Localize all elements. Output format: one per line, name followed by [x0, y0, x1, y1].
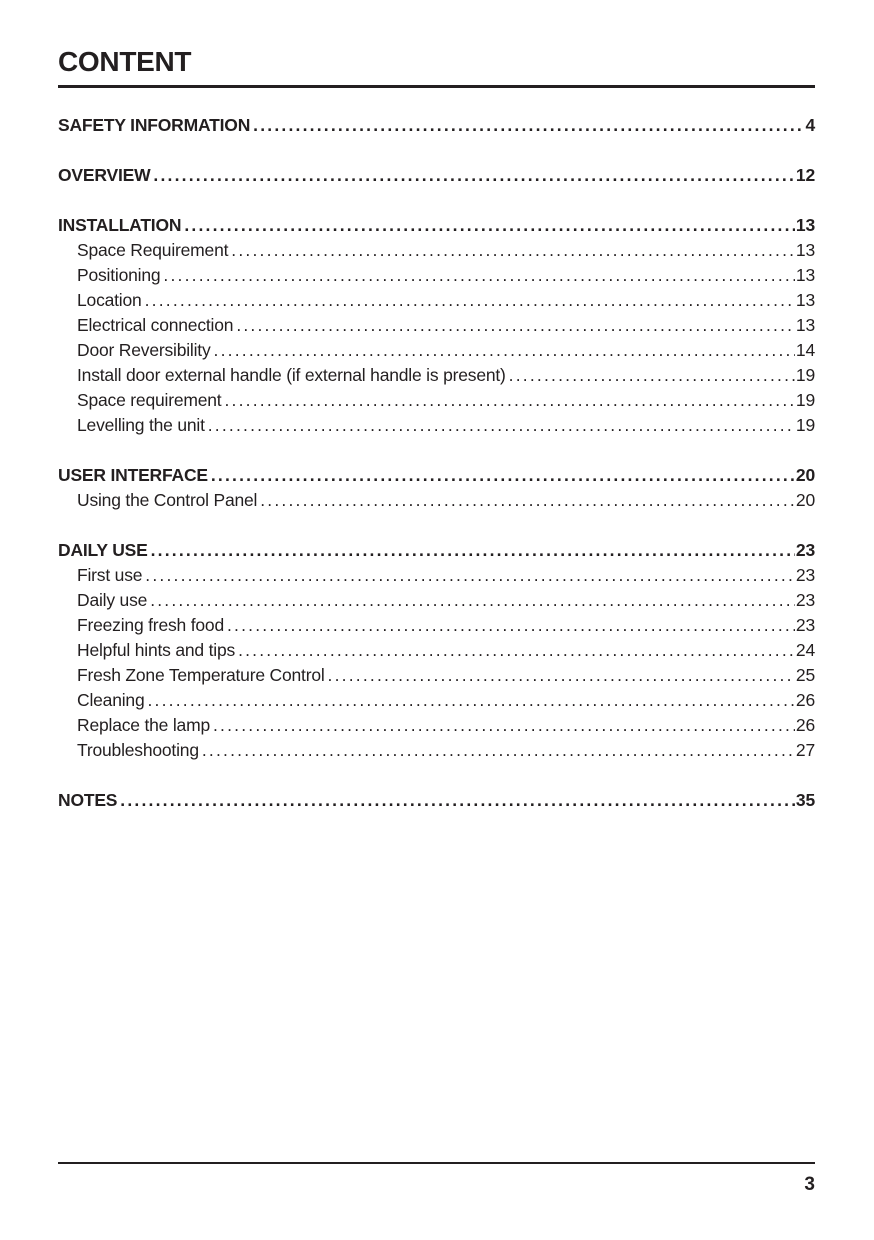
toc-dot-leader	[145, 563, 795, 588]
footer-page-number: 3	[804, 1174, 815, 1195]
toc-dot-leader	[202, 738, 795, 763]
toc-entry-row	[58, 338, 815, 363]
toc-entry-row	[58, 713, 815, 738]
toc-dot-leader	[213, 713, 795, 738]
toc-entry-row	[58, 788, 815, 813]
toc-entry-page: 23	[795, 615, 815, 635]
toc-entry-row	[58, 238, 815, 263]
toc-entry-row	[58, 213, 815, 238]
page-title: CONTENT	[58, 46, 192, 77]
toc-dot-leader	[153, 163, 795, 188]
toc-entry-page: 19	[795, 365, 815, 385]
toc-entry-row	[58, 538, 815, 563]
toc-entry-page: 19	[795, 390, 815, 410]
toc-dot-leader	[238, 638, 795, 663]
toc-entry-label: Fresh Zone Temperature Control	[77, 665, 325, 685]
toc-list	[58, 113, 815, 813]
toc-dot-leader	[147, 688, 794, 713]
toc-entry-label: Space requirement	[77, 390, 222, 410]
toc-entry-label: Electrical connection	[77, 315, 234, 335]
toc-entry-page: 13	[795, 290, 815, 310]
toc-dot-leader	[214, 338, 795, 363]
page-footer	[58, 1162, 815, 1196]
toc-entry-label: Positioning	[77, 265, 161, 285]
toc-dot-leader	[231, 238, 795, 263]
toc-entry-page: 23	[795, 565, 815, 585]
toc-dot-leader	[184, 213, 795, 238]
toc-entry-label: Freezing fresh food	[77, 615, 224, 635]
toc-entry-label: SAFETY INFORMATION	[58, 115, 251, 135]
toc-entry-label: Replace the lamp	[77, 715, 210, 735]
toc-entry-page: 35	[795, 790, 815, 810]
toc-entry-page: 20	[795, 465, 815, 485]
toc-entry-label: Space Requirement	[77, 240, 229, 260]
toc-entry-page: 23	[795, 540, 815, 560]
toc-dot-leader	[260, 488, 795, 513]
toc-entry-label: NOTES	[58, 790, 118, 810]
toc-dot-leader	[163, 263, 795, 288]
toc-dot-leader	[509, 363, 795, 388]
toc-dot-leader	[151, 538, 795, 563]
toc-dot-leader	[208, 413, 795, 438]
toc-entry-row	[58, 363, 815, 388]
toc-entry-row	[58, 413, 815, 438]
toc-dot-leader	[224, 388, 794, 413]
toc-entry-label: OVERVIEW	[58, 165, 151, 185]
toc-entry-row	[58, 163, 815, 188]
toc-entry-row	[58, 488, 815, 513]
toc-entry-page: 25	[795, 665, 815, 685]
toc-dot-leader	[120, 788, 795, 813]
toc-entry-row	[58, 313, 815, 338]
toc-dot-leader	[211, 463, 795, 488]
toc-entry-label: Location	[77, 290, 142, 310]
toc-entry-row	[58, 563, 815, 588]
toc-entry-page: 23	[795, 590, 815, 610]
toc-entry-row	[58, 638, 815, 663]
toc-entry-label: Cleaning	[77, 690, 145, 710]
toc-entry-label: Daily use	[77, 590, 148, 610]
toc-entry-label: INSTALLATION	[58, 215, 182, 235]
toc-entry-page: 26	[795, 690, 815, 710]
toc-entry-page: 27	[795, 740, 815, 760]
toc-dot-leader	[150, 588, 795, 613]
toc-entry-label: DAILY USE	[58, 540, 148, 560]
toc-dot-leader	[145, 288, 795, 313]
toc-entry-label: Door Reversibility	[77, 340, 211, 360]
toc-entry-page: 20	[795, 490, 815, 510]
toc-entry-label: Helpful hints and tips	[77, 640, 236, 660]
toc-entry-row	[58, 663, 815, 688]
toc-entry-row	[58, 588, 815, 613]
toc-entry-label: First use	[77, 565, 143, 585]
toc-entry-page: 12	[795, 165, 815, 185]
toc-entry-row	[58, 688, 815, 713]
toc-entry-page: 13	[795, 215, 815, 235]
toc-entry-page: 4	[805, 115, 815, 135]
toc-entry-label: Troubleshooting	[77, 740, 199, 760]
toc-entry-label: Levelling the unit	[77, 415, 205, 435]
toc-entry-row	[58, 288, 815, 313]
toc-dot-leader	[236, 313, 795, 338]
toc-entry-label: Install door external handle (if external handle is present)	[77, 365, 506, 385]
toc-dot-leader	[227, 613, 795, 638]
toc-entry-label: USER INTERFACE	[58, 465, 208, 485]
page-header	[58, 46, 815, 88]
toc-dot-leader	[253, 113, 804, 138]
toc-entry-page: 24	[795, 640, 815, 660]
toc-entry-page: 26	[795, 715, 815, 735]
toc-entry-row	[58, 263, 815, 288]
toc-entry-row	[58, 613, 815, 638]
toc-entry-label: Using the Control Panel	[77, 490, 258, 510]
toc-entry-page: 13	[795, 265, 815, 285]
toc-entry-row	[58, 113, 815, 138]
toc-entry-page: 14	[795, 340, 815, 360]
toc-entry-row	[58, 388, 815, 413]
toc-entry-page: 19	[795, 415, 815, 435]
toc-dot-leader	[328, 663, 795, 688]
toc-entry-page: 13	[795, 240, 815, 260]
toc-entry-page: 13	[795, 315, 815, 335]
toc-entry-row	[58, 738, 815, 763]
toc-entry-row	[58, 463, 815, 488]
